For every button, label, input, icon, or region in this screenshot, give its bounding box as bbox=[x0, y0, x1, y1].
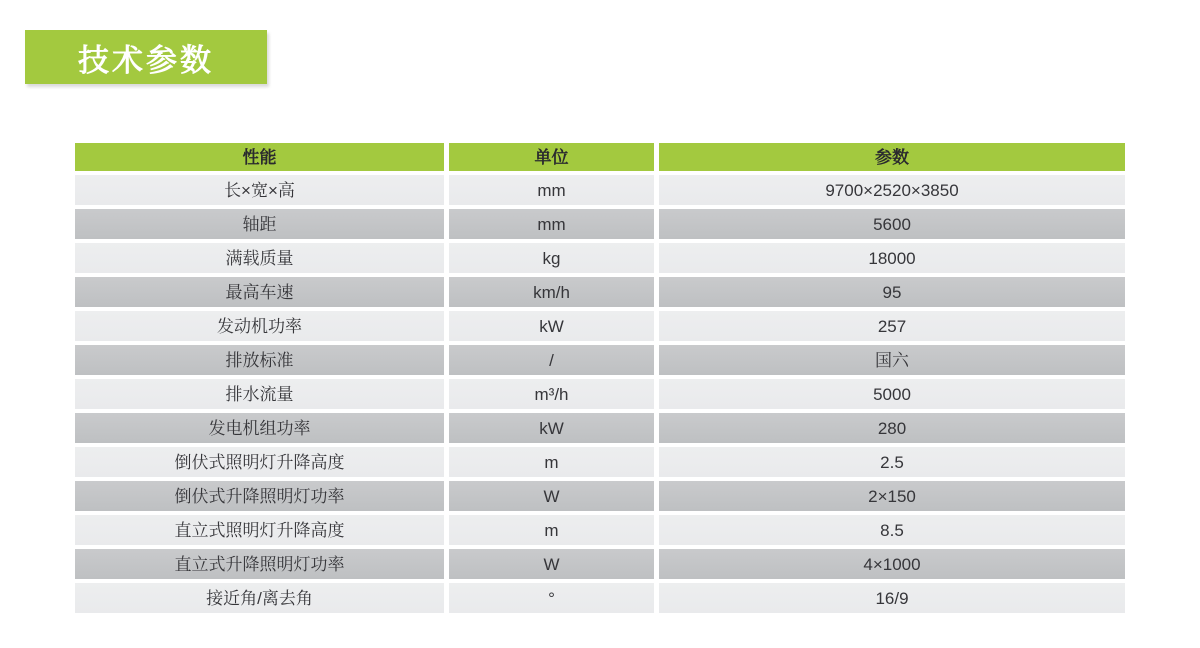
spec-value-cell: 2.5 bbox=[659, 447, 1125, 477]
spec-name-cell: 直立式升降照明灯功率 bbox=[75, 549, 444, 579]
spec-name-cell: 发电机组功率 bbox=[75, 413, 444, 443]
spec-unit-cell: mm bbox=[449, 209, 654, 239]
spec-unit-cell: km/h bbox=[449, 277, 654, 307]
spec-unit-cell: kg bbox=[449, 243, 654, 273]
table-row bbox=[75, 209, 1125, 239]
spec-value-cell: 95 bbox=[659, 277, 1125, 307]
spec-unit-cell: kW bbox=[449, 413, 654, 443]
spec-value-cell: 4×1000 bbox=[659, 549, 1125, 579]
spec-unit-cell: m³/h bbox=[449, 379, 654, 409]
spec-name-cell: 长×宽×高 bbox=[75, 175, 444, 205]
spec-value-cell: 257 bbox=[659, 311, 1125, 341]
spec-value-cell: 国六 bbox=[659, 345, 1125, 375]
spec-name-cell: 倒伏式照明灯升降高度 bbox=[75, 447, 444, 477]
table-row bbox=[75, 243, 1125, 273]
header-performance: 性能 bbox=[75, 143, 444, 171]
spec-name-cell: 排水流量 bbox=[75, 379, 444, 409]
spec-unit-cell: / bbox=[449, 345, 654, 375]
table-row bbox=[75, 481, 1125, 511]
header-parameter: 参数 bbox=[659, 143, 1125, 171]
spec-unit-cell: mm bbox=[449, 175, 654, 205]
spec-name-cell: 满载质量 bbox=[75, 243, 444, 273]
spec-name-cell: 排放标准 bbox=[75, 345, 444, 375]
spec-value-cell: 5000 bbox=[659, 379, 1125, 409]
spec-unit-cell: kW bbox=[449, 311, 654, 341]
spec-value-cell: 9700×2520×3850 bbox=[659, 175, 1125, 205]
spec-value-cell: 18000 bbox=[659, 243, 1125, 273]
spec-name-cell: 最高车速 bbox=[75, 277, 444, 307]
spec-value-cell: 8.5 bbox=[659, 515, 1125, 545]
spec-unit-cell: ° bbox=[449, 583, 654, 613]
spec-value-cell: 16/9 bbox=[659, 583, 1125, 613]
spec-unit-cell: W bbox=[449, 481, 654, 511]
table-row bbox=[75, 175, 1125, 205]
table-row bbox=[75, 515, 1125, 545]
table-row bbox=[75, 379, 1125, 409]
spec-table bbox=[75, 143, 1125, 613]
spec-value-cell: 5600 bbox=[659, 209, 1125, 239]
table-header-row bbox=[75, 143, 1125, 171]
spec-unit-cell: m bbox=[449, 447, 654, 477]
page-title bbox=[25, 30, 267, 84]
spec-name-cell: 直立式照明灯升降高度 bbox=[75, 515, 444, 545]
table-row bbox=[75, 583, 1125, 613]
spec-name-cell: 接近角/离去角 bbox=[75, 583, 444, 613]
table-row bbox=[75, 345, 1125, 375]
spec-unit-cell: W bbox=[449, 549, 654, 579]
spec-unit-cell: m bbox=[449, 515, 654, 545]
table-row bbox=[75, 311, 1125, 341]
spec-name-cell: 发动机功率 bbox=[75, 311, 444, 341]
spec-name-cell: 倒伏式升降照明灯功率 bbox=[75, 481, 444, 511]
header-unit: 单位 bbox=[449, 143, 654, 171]
table-row bbox=[75, 549, 1125, 579]
table-row bbox=[75, 413, 1125, 443]
spec-value-cell: 280 bbox=[659, 413, 1125, 443]
table-row bbox=[75, 447, 1125, 477]
page-title-label: 技术参数 bbox=[78, 42, 214, 78]
spec-value-cell: 2×150 bbox=[659, 481, 1125, 511]
table-row bbox=[75, 277, 1125, 307]
spec-name-cell: 轴距 bbox=[75, 209, 444, 239]
